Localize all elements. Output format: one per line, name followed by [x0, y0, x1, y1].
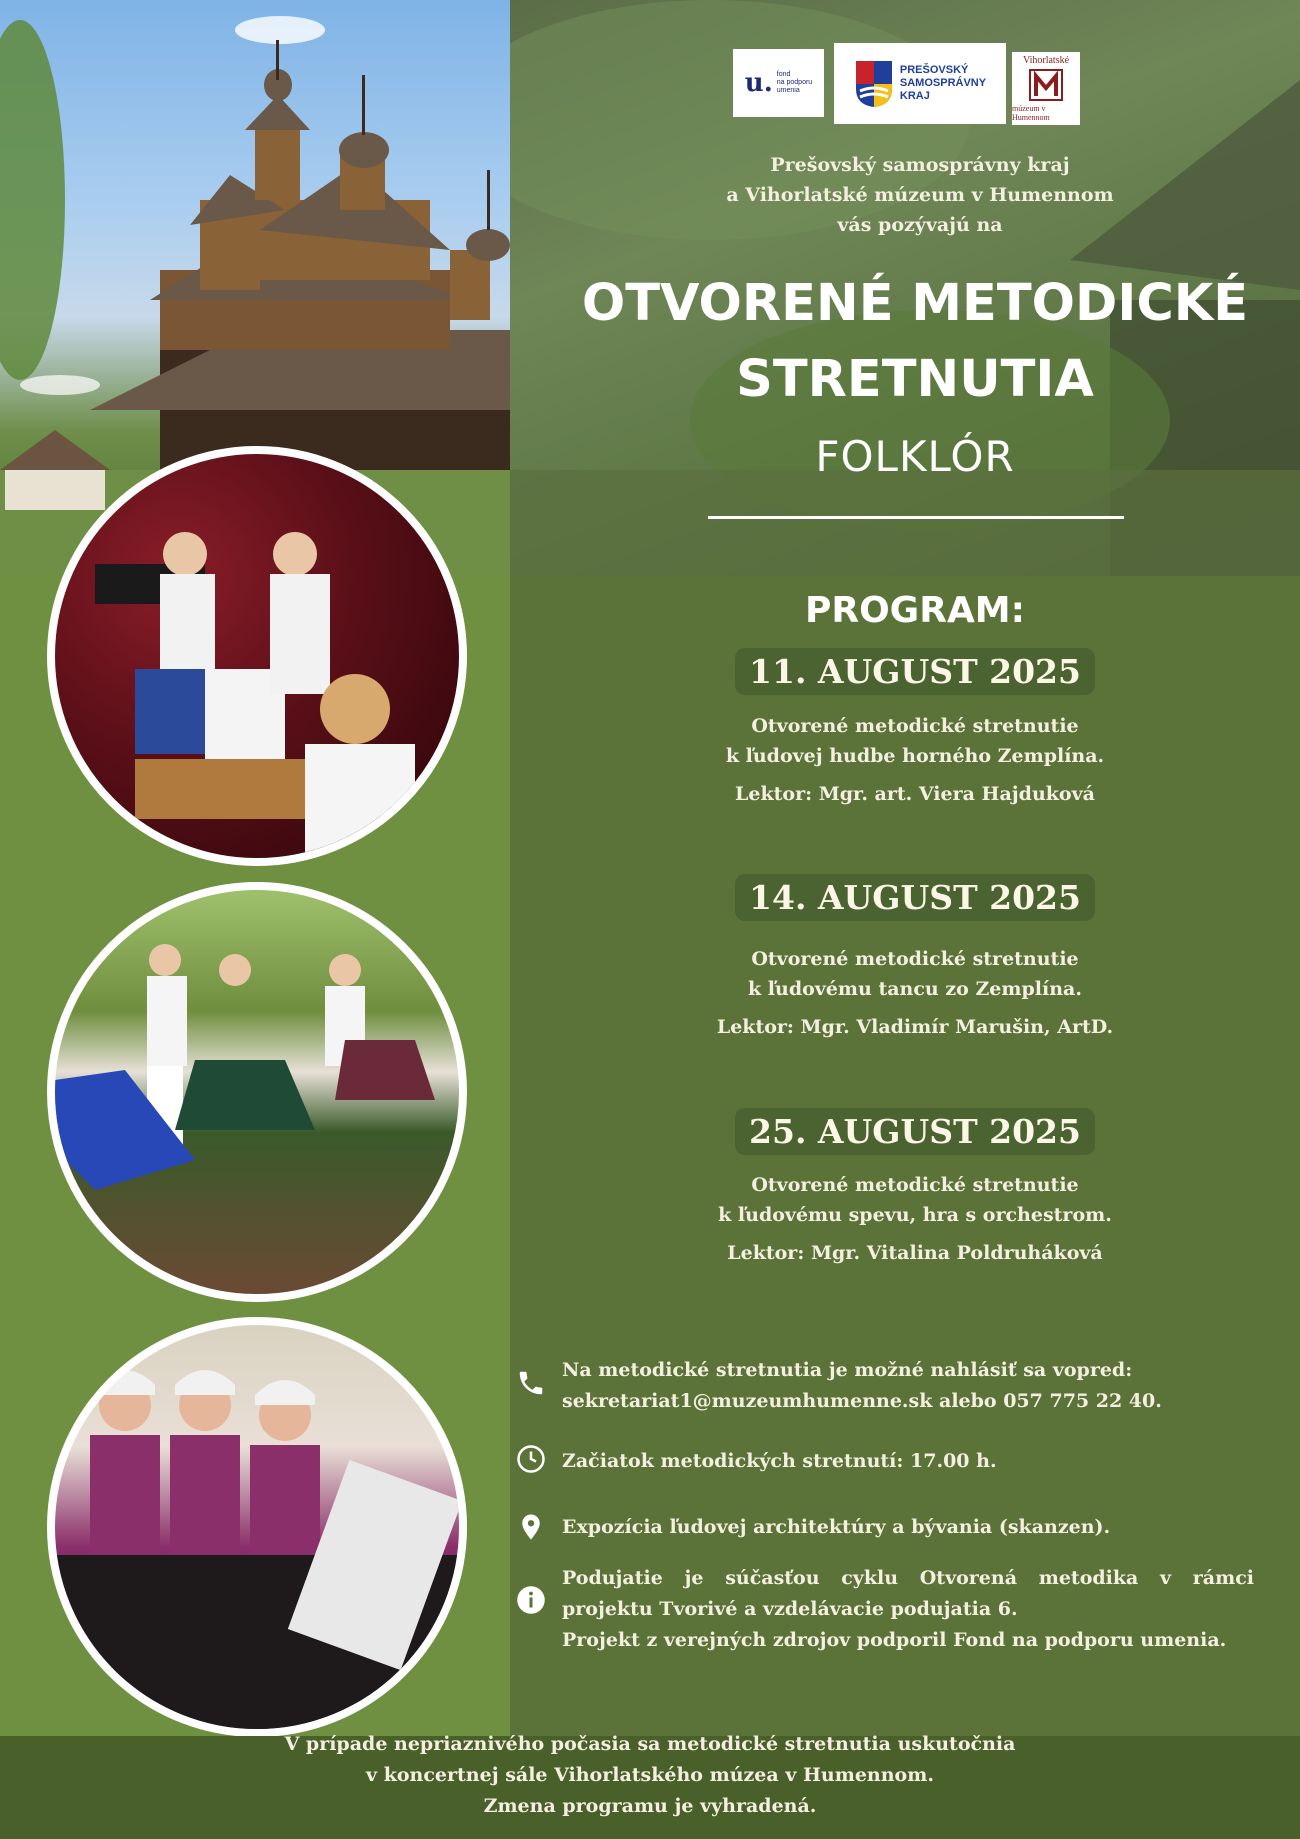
musicians-illustration: [55, 454, 459, 858]
event-description: [560, 711, 1270, 809]
project-info: [562, 1563, 1254, 1656]
invitation-line: a Vihorlatské múzeum v Humennom: [726, 184, 1114, 206]
program-heading: PROGRAM:: [804, 590, 1026, 631]
event-line: Otvorené metodické stretnutie: [751, 948, 1079, 970]
event-date-badge: 11. AUGUST 2025: [735, 648, 1095, 695]
project-info-line: projektu Tvorivé a vzdelávacie podujatia 6.: [562, 1598, 1018, 1620]
psk-logo-line: KRAJ: [899, 90, 930, 102]
fpu-logo: [733, 49, 824, 117]
title-divider: [708, 516, 1124, 519]
registration-contact: sekretariat1@muzeumhumenne.sk alebo 057 775 22 40.: [562, 1390, 1162, 1412]
psk-logo: [834, 43, 1006, 124]
start-time-info: Začiatok metodických stretnutí: 17.00 h.: [562, 1450, 997, 1472]
event-description: [560, 944, 1270, 1042]
event-block: [560, 1112, 1270, 1151]
event-line: k ľudovej hudbe horného Zemplína.: [725, 745, 1105, 767]
vihorlatske-muzeum-logo: [1012, 52, 1080, 125]
registration-line: Na metodické stretnutia je možné nahlásiť sa vopred:: [562, 1359, 1133, 1381]
footer-line: Zmena programu je vyhradená.: [483, 1795, 817, 1817]
singers-photo: [47, 1317, 467, 1737]
page-subtitle: FOLKLÓR: [815, 432, 1015, 481]
museum-column-icon: [1026, 66, 1066, 104]
event-line: Otvorené metodické stretnutie: [751, 715, 1079, 737]
dancers-illustration: [55, 890, 459, 1294]
phone-icon: [516, 1368, 546, 1402]
registration-info: [562, 1355, 1272, 1417]
project-info-line: Projekt z verejných zdrojov podporil Fond na podporu umenia.: [562, 1629, 1227, 1651]
event-line: k ľudovému tancu zo Zemplína.: [748, 978, 1082, 1000]
fpu-logo-mark: u.: [744, 68, 773, 98]
event-description: [560, 1170, 1270, 1268]
event-line: Otvorené metodické stretnutie: [751, 1174, 1079, 1196]
event-block: [560, 878, 1270, 917]
footer-notice: [0, 1729, 1300, 1822]
invitation-text: [600, 150, 1240, 240]
event-lector: Lektor: Mgr. art. Viera Hajduková: [735, 783, 1095, 805]
vm-logo-top: Vihorlatské: [1022, 55, 1070, 66]
project-info-line: Podujatie je súčasťou cyklu Otvorená metodika v rámci: [562, 1567, 1254, 1589]
psk-logo-line: PREŠOVSKÝ: [899, 64, 969, 76]
invitation-line: vás pozývajú na: [837, 214, 1003, 236]
info-icon: [516, 1585, 546, 1619]
musicians-photo: [47, 446, 467, 866]
event-date-badge: 14. AUGUST 2025: [735, 874, 1095, 921]
event-block: [560, 652, 1270, 691]
page-title-line: STRETNUTIA: [736, 350, 1094, 409]
event-date-badge: 25. AUGUST 2025: [735, 1108, 1095, 1155]
psk-logo-line: SAMOSPRÁVNY: [899, 77, 987, 89]
fpu-logo-text: [777, 71, 812, 95]
fpu-logo-line: fond: [776, 71, 791, 78]
page-title-line: OTVORENÉ METODICKÉ: [581, 274, 1249, 333]
dancers-photo: [47, 882, 467, 1302]
location-info: Expozícia ľudovej architektúry a bývania (skanzen).: [562, 1516, 1111, 1538]
fpu-logo-line: na podporu: [776, 79, 813, 86]
footer-line: v koncertnej sále Vihorlatského múzea v Humennom.: [366, 1764, 934, 1786]
event-lector: Lektor: Mgr. Vladimír Marušin, ArtD.: [716, 1016, 1114, 1038]
psk-logo-text: [900, 64, 986, 103]
coat-of-arms-icon: [854, 59, 894, 109]
footer-line: V prípade nepriaznivého počasia sa metodické stretnutia uskutočnia: [284, 1733, 1016, 1755]
event-line: k ľudovému spevu, hra s orchestrom.: [718, 1204, 1112, 1226]
invitation-line: Prešovský samosprávny kraj: [770, 154, 1070, 176]
fpu-logo-line: umenia: [776, 87, 800, 94]
clock-icon: [516, 1444, 546, 1478]
singers-illustration: [55, 1325, 459, 1729]
page-title: [560, 266, 1270, 418]
event-lector: Lektor: Mgr. Vitalina Poldruháková: [727, 1242, 1103, 1264]
vm-logo-bottom: múzeum v Humennom: [1012, 104, 1050, 122]
location-pin-icon: [516, 1512, 546, 1546]
